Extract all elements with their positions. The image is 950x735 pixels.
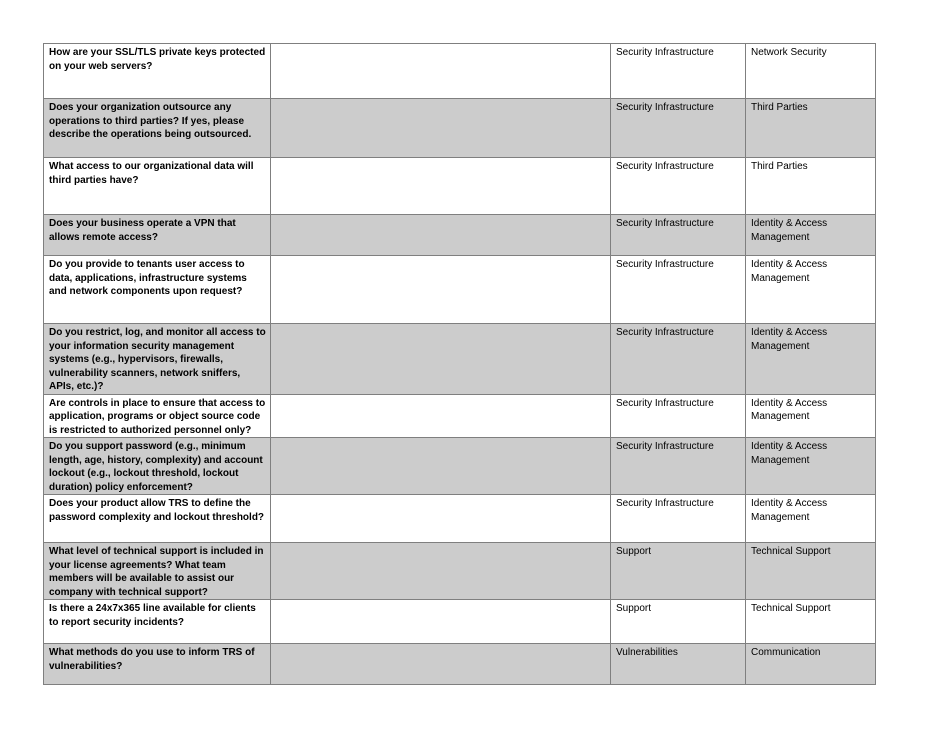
subcategory-cell: Identity & Access Management — [746, 495, 876, 543]
table-row — [44, 495, 876, 543]
subcategory-cell: Third Parties — [746, 99, 876, 158]
category-cell: Security Infrastructure — [611, 158, 746, 215]
answer-cell[interactable] — [271, 600, 611, 644]
subcategory-cell: Third Parties — [746, 158, 876, 215]
category-cell: Security Infrastructure — [611, 99, 746, 158]
question-cell: Is there a 24x7x365 line available for clients to report security incidents? — [44, 600, 271, 644]
answer-cell[interactable] — [271, 644, 611, 685]
question-cell: Do you restrict, log, and monitor all access to your information security management systems (e.g., hypervisors, firewalls, vulnerability scanners, network sniffers, APIs, etc.)? — [44, 324, 271, 395]
table-row — [44, 394, 876, 438]
table-row — [44, 99, 876, 158]
category-cell: Security Infrastructure — [611, 44, 746, 99]
subcategory-cell: Identity & Access Management — [746, 438, 876, 495]
question-cell: What level of technical support is included in your license agreements? What team members will be available to assist our company with technical support? — [44, 543, 271, 600]
subcategory-cell: Identity & Access Management — [746, 256, 876, 324]
answer-cell[interactable] — [271, 324, 611, 395]
answer-cell[interactable] — [271, 438, 611, 495]
question-cell: Does your organization outsource any operations to third parties? If yes, please describe the operations being outsourced. — [44, 99, 271, 158]
question-cell: Does your business operate a VPN that allows remote access? — [44, 215, 271, 256]
table-row — [44, 256, 876, 324]
table-row — [44, 438, 876, 495]
questionnaire-table — [43, 43, 876, 685]
subcategory-cell: Technical Support — [746, 600, 876, 644]
question-cell: What access to our organizational data will third parties have? — [44, 158, 271, 215]
table-row — [44, 158, 876, 215]
question-cell: Do you provide to tenants user access to data, applications, infrastructure systems and network components upon request? — [44, 256, 271, 324]
category-cell: Security Infrastructure — [611, 215, 746, 256]
table-row — [44, 44, 876, 99]
answer-cell[interactable] — [271, 543, 611, 600]
answer-cell[interactable] — [271, 158, 611, 215]
table-row — [44, 324, 876, 395]
category-cell: Security Infrastructure — [611, 438, 746, 495]
category-cell: Support — [611, 600, 746, 644]
category-cell: Vulnerabilities — [611, 644, 746, 685]
category-cell: Security Infrastructure — [611, 324, 746, 395]
question-cell: What methods do you use to inform TRS of vulnerabilities? — [44, 644, 271, 685]
question-cell: Does your product allow TRS to define the password complexity and lockout threshold? — [44, 495, 271, 543]
answer-cell[interactable] — [271, 256, 611, 324]
subcategory-cell: Network Security — [746, 44, 876, 99]
answer-cell[interactable] — [271, 495, 611, 543]
question-cell: How are your SSL/TLS private keys protected on your web servers? — [44, 44, 271, 99]
table-row — [44, 543, 876, 600]
question-cell: Do you support password (e.g., minimum length, age, history, complexity) and account lockout (e.g., lockout threshold, lockout duration) policy enforcement? — [44, 438, 271, 495]
subcategory-cell: Identity & Access Management — [746, 394, 876, 438]
subcategory-cell: Identity & Access Management — [746, 215, 876, 256]
subcategory-cell: Identity & Access Management — [746, 324, 876, 395]
table-row — [44, 215, 876, 256]
subcategory-cell: Communication — [746, 644, 876, 685]
table-row — [44, 600, 876, 644]
category-cell: Security Infrastructure — [611, 256, 746, 324]
questionnaire-sheet — [43, 43, 876, 685]
answer-cell[interactable] — [271, 215, 611, 256]
category-cell: Security Infrastructure — [611, 394, 746, 438]
answer-cell[interactable] — [271, 44, 611, 99]
category-cell: Security Infrastructure — [611, 495, 746, 543]
subcategory-cell: Technical Support — [746, 543, 876, 600]
table-row — [44, 644, 876, 685]
category-cell: Support — [611, 543, 746, 600]
answer-cell[interactable] — [271, 394, 611, 438]
answer-cell[interactable] — [271, 99, 611, 158]
question-cell: Are controls in place to ensure that access to application, programs or object source code is restricted to authorized personnel only? — [44, 394, 271, 438]
